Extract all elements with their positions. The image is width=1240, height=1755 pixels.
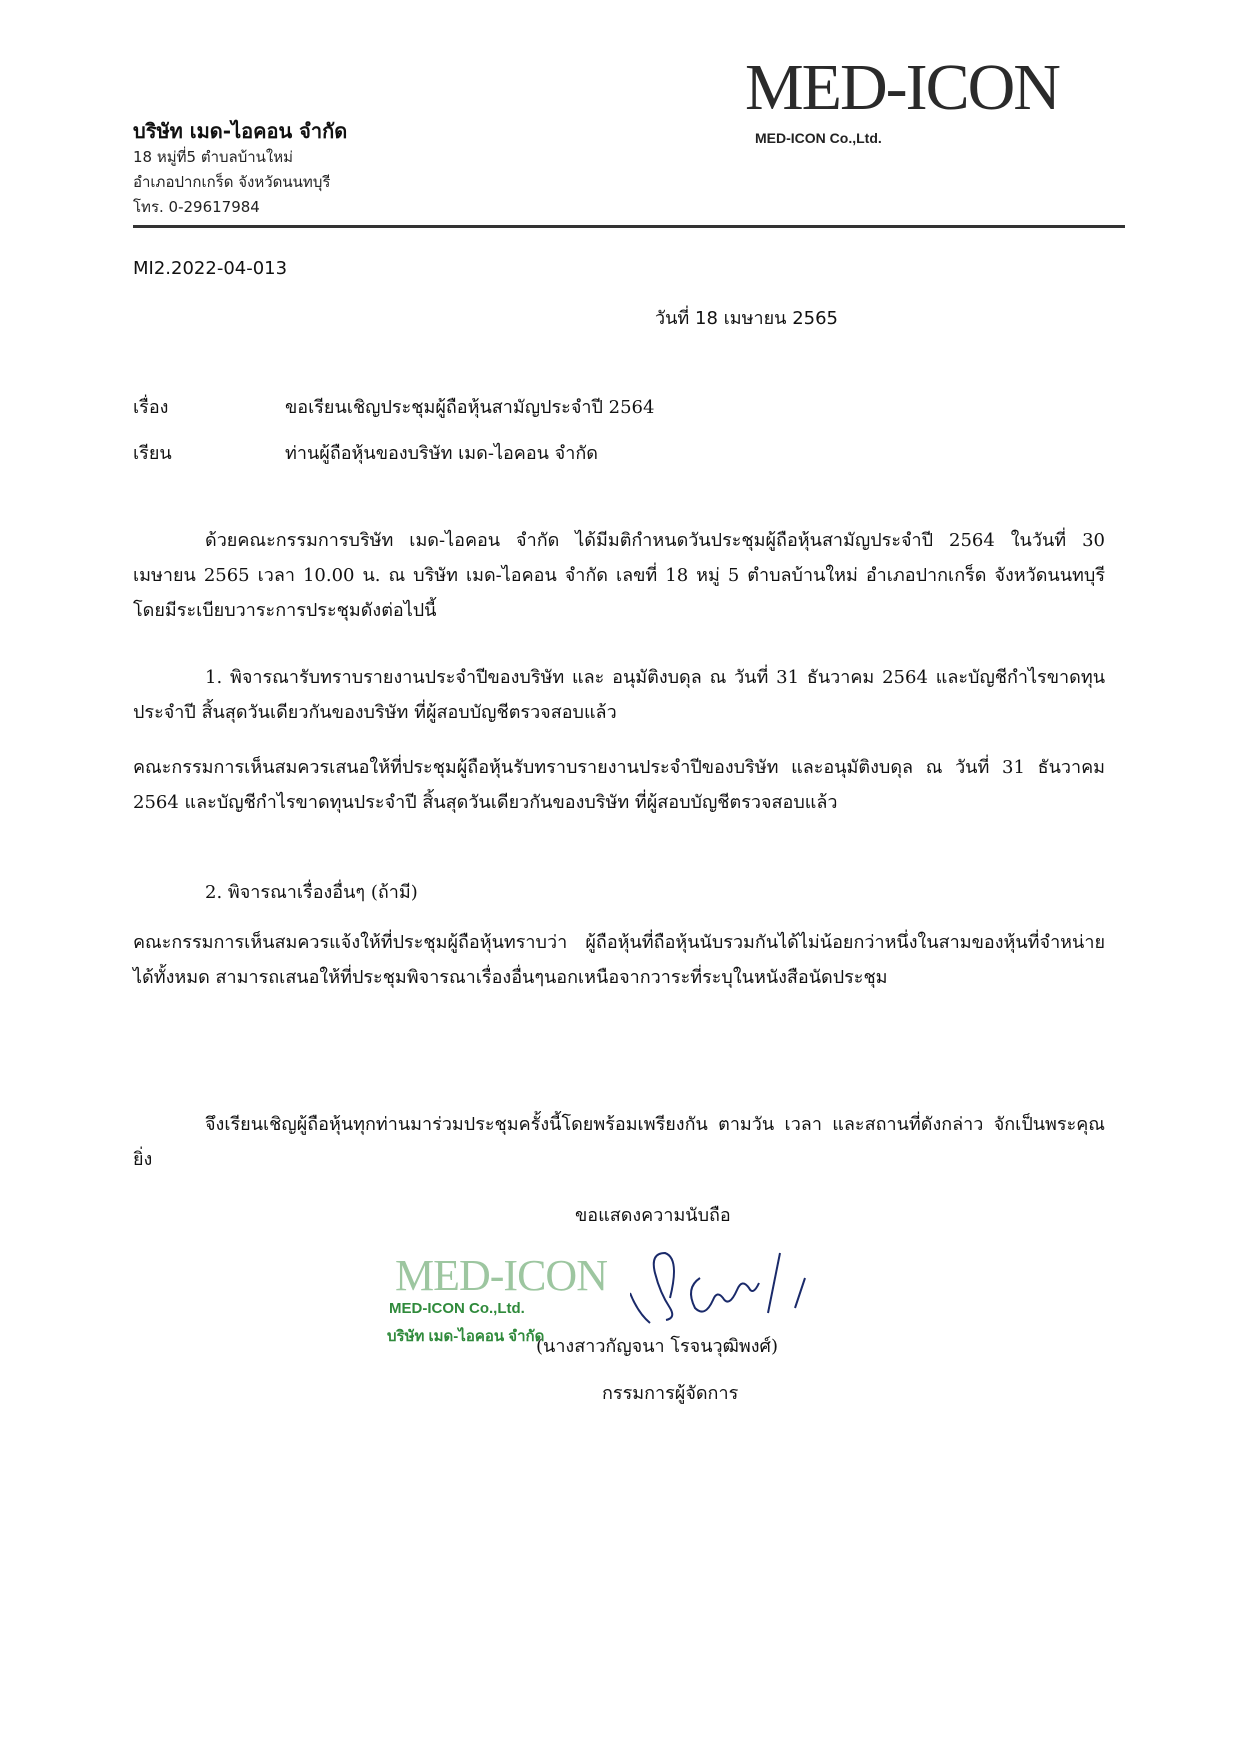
document-number: MI2.2022-04-013 xyxy=(133,258,288,279)
logo-subtitle: MED-ICON Co.,Ltd. xyxy=(755,130,882,146)
recipient-label: เรียน xyxy=(133,443,172,464)
logo-wordmark: MED-ICON xyxy=(745,51,1059,124)
stamp-company-en: MED-ICON Co.,Ltd. xyxy=(389,1300,525,1317)
signer-name: (นางสาวกัญจนา โรจนวุฒิพงศ์) xyxy=(536,1336,778,1357)
agenda-item-2-opinion: คณะกรรมการเห็นสมควรแจ้งให้ที่ประชุมผู้ถือหุ้นทราบว่า ผู้ถือหุ้นที่ถือหุ้นนับรวมกันได้ไม่น้อยกว่าหนึ่งในสามของหุ้นที่จำหน่ายได้ทั้งหมด สามารถเสนอให้ที่ประชุมพิจารณาเรื่องอื่นๆนอกเหนือจากวาระที่ระบุในหนังสือนัดประชุม xyxy=(133,932,1105,988)
subject-label: เรื่อง xyxy=(133,397,169,418)
closing-phrase: ขอแสดงความนับถือ xyxy=(575,1205,731,1226)
body-intro: ด้วยคณะกรรมการบริษัท เมด-ไอคอน จำกัด ได้มีมติกำหนดวันประชุมผู้ถือหุ้นสามัญประจำปี 2564 ในวันที่ 30 เมษายน 2565 เวลา 10.00 น. ณ บริษัท เมด-ไอคอน จำกัด เลขที่ 18 หมู่ 5 ตำบลบ้านใหม่ อำเภอปากเกร็ด จังหวัดนนทบุรี โดยมีระเบียบวาระการประชุมดังต่อไปนี้ xyxy=(133,530,1105,621)
agenda-item-1-opinion: คณะกรรมการเห็นสมควรเสนอให้ที่ประชุมผู้ถือหุ้นรับทราบรายงานประจำปีของบริษัท และอนุมัติงบดุล ณ วันที่ 31 ธันวาคม 2564 และบัญชีกำไรขาดทุนประจำปี สิ้นสุดวันเดียวกันของบริษัท ที่ผู้สอบบัญชีตรวจสอบแล้ว xyxy=(133,757,1105,813)
signer-position: กรรมการผู้จัดการ xyxy=(602,1383,739,1404)
company-name: บริษัท เมด-ไอคอน จำกัด xyxy=(133,119,348,143)
company-logo xyxy=(745,50,1105,160)
stamp-logo: MED-ICON xyxy=(395,1251,607,1300)
agenda-item-1: 1. พิจารณารับทราบรายงานประจำปีของบริษัท และ อนุมัติงบดุล ณ วันที่ 31 ธันวาคม 2564 และบัญชีกำไรขาดทุนประจำปี สิ้นสุดวันเดียวกันของบริษัท ที่ผู้สอบบัญชีตรวจสอบแล้ว xyxy=(133,667,1105,723)
recipient-text: ท่านผู้ถือหุ้นของบริษัท เมด-ไอคอน จำกัด xyxy=(285,443,598,464)
invitation-paragraph: จึงเรียนเชิญผู้ถือหุ้นทุกท่านมาร่วมประชุมครั้งนี้โดยพร้อมเพรียงกัน ตามวัน เวลา และสถานที่ดังกล่าว จักเป็นพระคุณยิ่ง xyxy=(133,1114,1105,1170)
header-divider xyxy=(133,225,1125,228)
subject-text: ขอเรียนเชิญประชุมผู้ถือหุ้นสามัญประจำปี 2564 xyxy=(285,397,655,418)
document-date: วันที่ 18 เมษายน 2565 xyxy=(655,308,838,329)
phone-number: โทร. 0-29617984 xyxy=(133,198,260,216)
agenda-item-2: 2. พิจารณาเรื่องอื่นๆ (ถ้ามี) xyxy=(205,882,418,903)
address-line-1: 18 หมู่ที่5 ตำบลบ้านใหม่ xyxy=(133,148,294,166)
stamp-company-th: บริษัท เมด-ไอคอน จำกัด xyxy=(387,1328,545,1345)
address-line-2: อำเภอปากเกร็ด จังหวัดนนทบุรี xyxy=(133,173,331,191)
